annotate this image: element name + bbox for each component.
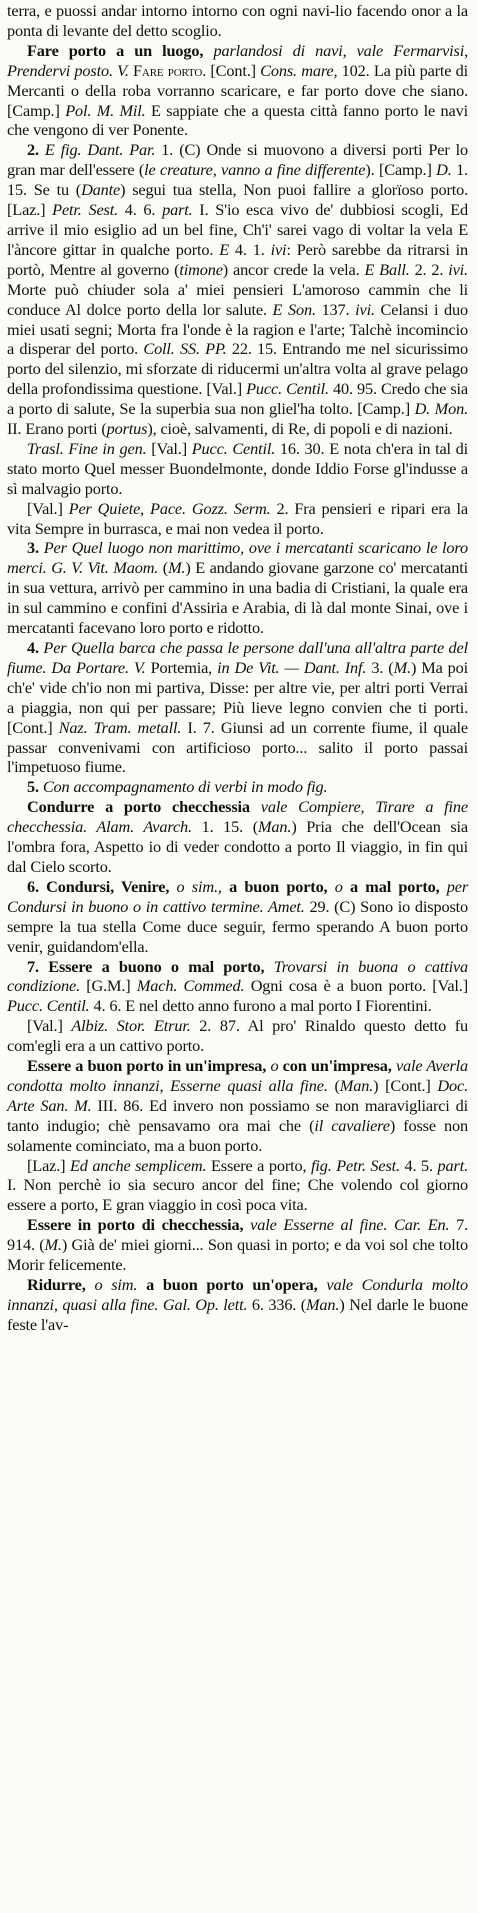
dictionary-column <box>7 1 468 1335</box>
italic-run: Coll. SS. PP. <box>143 339 227 359</box>
text-run <box>327 877 334 896</box>
entry-paragraph <box>7 41 468 141</box>
italic-run: o <box>334 876 343 896</box>
italic-run: Doc. Arte San. M. <box>7 1075 468 1115</box>
text-run: . [Cont.] <box>202 60 261 80</box>
entry-paragraph <box>7 1215 468 1275</box>
entry-paragraph <box>7 1 468 41</box>
text-run: 1. (C) Onde si muovono a diversi porti Per lo gran mar dell'essere ( <box>7 140 468 180</box>
text-run: ). [Camp.] <box>365 160 437 180</box>
italic-run: Albiz. Stor. Etrur. <box>71 1016 191 1036</box>
text-run <box>440 877 447 896</box>
bold-heading-run: 6. Condursi, Venire, <box>27 876 170 896</box>
text-run: [Val.] <box>27 498 69 518</box>
text-run: ), cioè, salvamenti, di Re, di popoli e di nazioni. <box>147 419 453 439</box>
small-caps-run: Fare porto <box>133 60 203 80</box>
italic-run: E fig. Dant. Par. <box>44 140 156 160</box>
italic-run: fig. Petr. Sest. <box>310 1155 400 1175</box>
text-run: I. 7. Giunsi ad un corrente fiume, il quale passar convenivami con artificioso porto... salito il porto passai l'impetuoso fiume. <box>7 717 468 777</box>
italic-run: per Condursi in buono o in cattivo termine. Amet. <box>7 876 469 916</box>
text-run: 22. 15. Entrando me nel sicurissimo porto del silenzio, mi sforzate di riducermi un'altra volta al grave pelago della profondissima questione. [Val.] <box>7 339 468 399</box>
text-run: Ogni cosa è a buon porto. [Val.] <box>244 976 468 996</box>
text-run: 2. 2. <box>409 259 449 279</box>
text-run: ) Ma poi ch'e' vide ch'io non mi partiva, Disse: per altre vie, per altri porti Verrai a piaggia, non qui per passare; Più lieve legno convien che ti porti. [Cont.] <box>7 657 469 737</box>
italic-run: Per Quiete, Pace. Gozz. Serm. <box>68 498 271 518</box>
text-run: 7. 914. ( <box>7 1215 469 1255</box>
italic-run: E <box>219 239 229 259</box>
text-run: ) segui tua stella, Non puoi fallire a glorïoso porto. [Laz.] <box>7 180 469 220</box>
italic-run: vale Compiere, Tirare a fine checchessia. Alam. Avarch. <box>7 797 468 837</box>
text-run <box>169 877 176 896</box>
text-run: II. Erano porti ( <box>7 419 107 439</box>
italic-run: D. <box>436 160 452 180</box>
italic-run: Man. <box>339 1075 374 1095</box>
italic-run: timone <box>179 259 223 279</box>
italic-run: Per Quella barca che passa le persone dall'una all'altra parte del fiume. Da Portare. V. <box>7 638 468 677</box>
entry-paragraph <box>7 1056 468 1156</box>
text-run: 3. ( <box>366 657 394 677</box>
italic-run: o sim., <box>176 876 222 896</box>
italic-run: Trasl. Fine in gen. <box>27 438 147 458</box>
text-run: ) Nel darle le buone feste l'av- <box>7 1294 468 1334</box>
italic-run: o <box>270 1056 279 1076</box>
italic-run: Dante <box>81 180 121 200</box>
italic-run: le creature, vanno a fine differente <box>144 160 366 180</box>
text-run: 16. 30. E nota ch'era in tal di stato morto Quel messer Buondelmonte, donde Iddio Forse gl'indusse a sì malvagio porto. <box>7 438 468 498</box>
entry-paragraph <box>7 499 468 539</box>
italic-run: E Ball. <box>364 259 410 279</box>
text-run <box>343 877 350 896</box>
text-run: ( <box>327 1075 340 1095</box>
bold-heading-run: Condurre a porto checchessia <box>27 797 250 817</box>
text-run: 4. 1. <box>229 239 271 259</box>
italic-run: part. <box>437 1155 468 1175</box>
bold-heading-run: Ridurre, <box>27 1275 86 1294</box>
entry-paragraph <box>7 957 468 1017</box>
text-run: 4. 5. <box>399 1155 438 1175</box>
text-run: 4. 6. <box>118 200 163 220</box>
italic-run: vale Averla condotta molto innanzi, Esserne quasi alla fine. <box>7 1056 468 1095</box>
text-run: Celansi i duo miei usati segni; Morta fra l'onde è la ragion e l'arte; Talchè incomincio a disperar del porto. <box>7 299 468 359</box>
italic-run: in De Vit. — Dant. Inf. <box>217 657 367 677</box>
text-run: ) [Cont.] <box>373 1075 438 1095</box>
bold-heading-run: 4. <box>27 638 39 657</box>
italic-run: Trovarsi in buona o cattiva condizione. <box>7 956 469 996</box>
italic-run: Cons. mare, <box>260 60 338 80</box>
entry-paragraph <box>7 1016 468 1056</box>
italic-run: Petr. Sest. <box>52 200 119 220</box>
text-run: terra, e puossi andar intorno intorno con ogni navi-lio facendo onor a la ponta di levante del detto scoglio. <box>7 1 468 40</box>
text-run: III. 86. Ed invero non possiamo se non maravigliarci di tanto indugio; chè pensavamo ora mai che ( <box>7 1095 468 1135</box>
italic-run: ivi. <box>448 259 468 279</box>
italic-run: il cavaliere <box>314 1115 390 1135</box>
italic-run: Pucc. Centil. <box>246 379 329 399</box>
text-run: I. Non perchè io sia securo ancor del fine; Che volendo col giorno essere a porto, E gran viaggio in così poca vita. <box>7 1175 468 1215</box>
italic-run: Ed anche semplicem. <box>70 1155 207 1175</box>
text-run: ( <box>158 558 169 578</box>
text-run <box>203 41 213 60</box>
text-run: Morte può chiuder sola a' miei pensieri L'amoroso cammin che li conduce Al dolce porto della lor salute. <box>7 279 468 319</box>
bold-heading-run: a mal porto, <box>350 876 440 896</box>
entry-paragraph <box>7 1275 468 1335</box>
italic-run: Pucc. Centil. <box>191 438 276 458</box>
text-run: 29. (C) Sono io disposto sempre la tua stella Come duce seguir, fermo sperando A buon porto venir, guidandom'ella. <box>7 896 468 956</box>
text-run: ) E andando giovane garzone co' mercatanti in sua vettura, arrivò per cammino in una badia di Cristiani, la quale era in sul cammino e confini d'Assiria e Arabia, di là dal monte Sinai, ove i mercatanti facevano loro porto e ridotto. <box>7 558 468 638</box>
text-run: [G.M.] <box>79 976 137 996</box>
italic-run: ivi. <box>355 299 375 319</box>
text-run: : Però sarebbe da ritrarsi in portò, Mentre al governo ( <box>7 239 468 279</box>
text-run: [Val.] <box>146 438 192 458</box>
bold-heading-run: a buon porto, <box>229 876 328 896</box>
bold-heading-run: 5. <box>27 777 39 797</box>
text-run: ) fosse non solamente cominciato, ma a buon porto. <box>7 1115 468 1155</box>
bold-heading-run: Essere a buon porto in un'impresa, <box>27 1056 267 1076</box>
italic-run: Man. <box>306 1294 340 1314</box>
entry-paragraph <box>7 140 468 439</box>
italic-run: o sim. <box>94 1275 138 1294</box>
italic-run: vale Condurla molto innanzi, quasi alla fine. Gal. Op. lett. <box>7 1275 469 1314</box>
italic-run: Con accompagnamento di verbi in modo fig. <box>42 777 328 797</box>
text-run: ) ancor crede la vela. <box>222 259 365 279</box>
entry-paragraph <box>7 797 468 877</box>
text-run: 137. <box>315 299 356 319</box>
text-run: Essere a porto, <box>206 1155 311 1175</box>
italic-run: portus <box>106 419 148 439</box>
italic-run: M. <box>393 657 411 677</box>
italic-run: vale Esserne al fine. Car. En. <box>250 1215 450 1235</box>
entry-paragraph <box>7 1156 468 1216</box>
text-run <box>250 797 261 816</box>
text-run: [Laz.] <box>27 1155 71 1175</box>
bold-heading-run: 7. Essere a buono o mal porto, <box>27 956 265 976</box>
text-run: ) Già de' miei giorni... Son quasi in porto; e da voi sol che tolto Morir felicemente. <box>7 1235 468 1275</box>
italic-run: M. <box>44 1235 62 1255</box>
italic-run: M. <box>168 558 186 578</box>
bold-heading-run: 3. <box>27 538 39 558</box>
entry-paragraph <box>7 777 468 797</box>
text-run <box>264 957 273 976</box>
italic-run: Man. <box>257 817 292 837</box>
entry-paragraph <box>7 439 468 499</box>
bold-heading-run: con un'impresa, <box>282 1056 392 1076</box>
text-run: 2. Fra pensieri e ripari era la vita Sempre in burrasca, e mai non vedea il porto. <box>7 498 468 538</box>
text-run: [Val.] <box>27 1016 72 1036</box>
entry-paragraph <box>7 638 468 777</box>
text-run: 1. 15. Se tu ( <box>7 160 468 200</box>
text-run: 6. 336. ( <box>247 1294 307 1314</box>
text-run: 2. 87. Al pro' Rinaldo questo detto fu com'egli era a un cattivo porto. <box>7 1016 468 1056</box>
text-run <box>222 877 229 896</box>
entry-paragraph <box>7 538 468 638</box>
italic-run: part. <box>162 200 193 220</box>
italic-run: ivi <box>270 239 287 259</box>
italic-run: D. Mon. <box>414 399 468 419</box>
italic-run: Pucc. Centil. <box>7 996 90 1016</box>
text-run <box>137 1275 146 1294</box>
text-run: E sappiate che a questa città fanno porto le navi che vengono di ver Ponente. <box>7 100 468 140</box>
bold-heading-run: a buon porto un'opera, <box>146 1275 318 1294</box>
text-run: Portemia, <box>145 657 218 677</box>
bold-heading-run: Fare porto a un luogo, <box>27 40 204 60</box>
text-run: 1. 15. ( <box>191 817 258 837</box>
italic-run: parlandosi di navi, vale Fermarvisi, Prendervi posto. V. <box>7 40 469 80</box>
text-run: 40. 95. Credo che sia a porto di salute, Se la superbia sua non gliel'ha tolto. [Camp.] <box>7 379 468 419</box>
italic-run: Per Quel luogo non marittimo, ove i mercatanti scaricano le loro merci. G. V. Vit. Maom. <box>7 538 468 578</box>
bold-heading-run: Essere in porto di checchessia, <box>27 1215 244 1235</box>
italic-run: E Son. <box>272 299 316 319</box>
text-run: I. S'io esca vivo de' dubbiosi scogli, Ed arrive il mio esiglio ad un bel fine, Ch'i' sarei vago di voltar la vela E l'àncore gittar in qualche porto. <box>7 200 468 259</box>
italic-run: Naz. Tram. metall. <box>58 717 182 737</box>
italic-run: Mach. Commed. <box>136 976 245 996</box>
entry-paragraph <box>7 877 468 957</box>
text-run: ) Pria che dell'Ocean sia l'ombra fora, Aspetto io di veder condotto a porto Il viaggio, in fin qui dal Cielo scorto. <box>7 817 468 876</box>
text-run: 102. La più parte di Mercanti o della roba vorranno scaricare, e far porto dove che siano. [Camp.] <box>7 60 469 120</box>
bold-heading-run: 2. <box>27 140 39 160</box>
italic-run: Pol. M. Mil. <box>65 100 146 120</box>
text-run: 4. 6. E nel detto anno furono a mal porto I Fiorentini. <box>89 996 432 1016</box>
